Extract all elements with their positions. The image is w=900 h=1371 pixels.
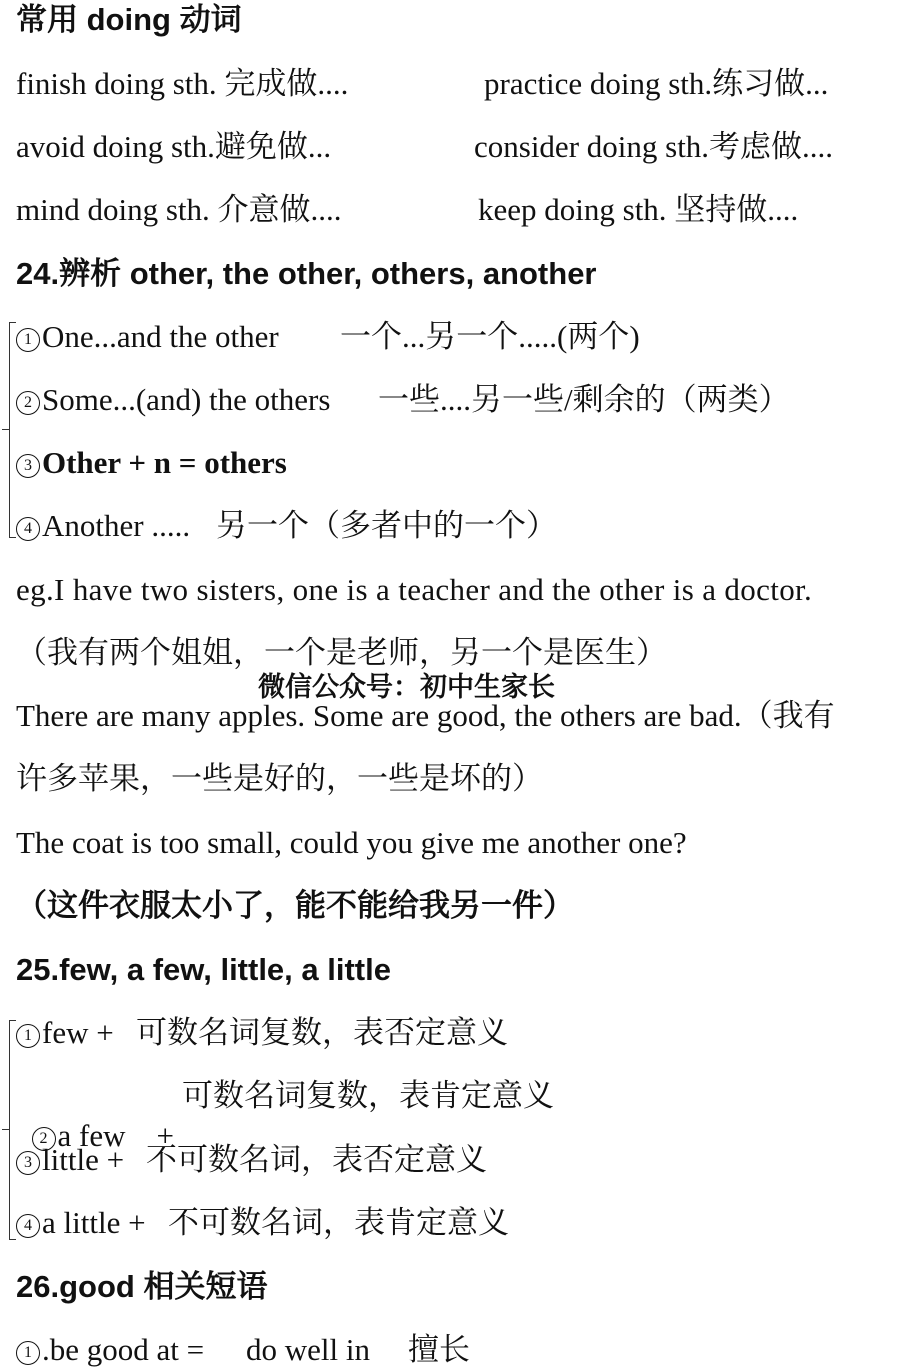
list-item-cn: 不可数名词，表否定意义 xyxy=(146,1142,487,1177)
brace-tick xyxy=(2,1129,9,1130)
example-sentence: eg.I have two sisters, one is a teacher and the other is a doctor. xyxy=(16,572,813,607)
watermark-text: 微信公众号：初中生家长 xyxy=(258,672,555,703)
list-item-cn: 可数名词复数，表否定意义 xyxy=(136,1015,508,1050)
list-item-en: few + xyxy=(42,1015,114,1050)
doing-verb-left: avoid doing sth.避免做... xyxy=(16,129,332,164)
list-item-mid: do well in xyxy=(246,1332,370,1367)
brace-tick xyxy=(2,429,9,430)
list-item-cn: 可数名词复数，表肯定意义 xyxy=(182,1078,554,1113)
list-item xyxy=(16,1203,146,1243)
list-item-cn: 另一个（多者中的一个） xyxy=(216,508,557,543)
circled-number: 2 xyxy=(32,1127,56,1151)
example-sentence: The coat is too small, could you give me another one? xyxy=(16,825,687,860)
doing-verb-right: practice doing sth.练习做... xyxy=(484,66,829,101)
list-item-cn: 擅长 xyxy=(408,1332,470,1367)
list-item-cn: 一个...另一个.....(两个) xyxy=(340,319,640,354)
list-item-en: a few + xyxy=(57,1118,174,1153)
example-translation: （我有两个姐姐，一个是老师，另一个是医生） xyxy=(16,635,667,670)
list-item xyxy=(16,380,330,420)
list-item-en: Another ..... xyxy=(42,508,191,543)
example-sentence: There are many apples. Some are good, the others are bad.（我有 xyxy=(16,698,835,733)
doing-verb-right: keep doing sth. 坚持做.... xyxy=(478,192,799,227)
list-item-en: .be good at = xyxy=(42,1332,205,1367)
section-26-heading: 26.good 相关短语 xyxy=(16,1269,268,1304)
brace-bracket xyxy=(9,1020,16,1240)
circled-number: 4 xyxy=(16,1214,40,1238)
list-item xyxy=(16,443,287,483)
circled-number: 1 xyxy=(16,1024,40,1048)
doing-verb-right: consider doing sth.考虑做.... xyxy=(474,129,834,164)
circled-number: 1 xyxy=(16,328,40,352)
circled-number: 2 xyxy=(16,391,40,415)
list-item-en: Some...(and) the others xyxy=(42,382,331,417)
list-item-cn: 一些....另一些/剩余的（两类） xyxy=(378,382,790,417)
list-item xyxy=(16,506,190,546)
list-item-en: little + xyxy=(42,1142,125,1177)
list-item-en: a little + xyxy=(42,1205,146,1240)
list-item xyxy=(16,1140,124,1180)
list-item-cn: 不可数名词，表肯定意义 xyxy=(168,1205,509,1240)
doing-verb-left: mind doing sth. 介意做.... xyxy=(16,192,342,227)
example-translation: 许多苹果，一些是好的，一些是坏的） xyxy=(16,761,543,796)
circled-number: 4 xyxy=(16,517,40,541)
circled-number: 1 xyxy=(16,1341,40,1365)
list-item xyxy=(16,1330,204,1370)
doing-verbs-heading: 常用 doing 动词 xyxy=(16,2,242,37)
section-25-heading: 25.few, a few, little, a little xyxy=(16,952,391,987)
doing-verb-left: finish doing sth. 完成做.... xyxy=(16,66,349,101)
example-translation: （这件衣服太小了，能不能给我另一件） xyxy=(16,888,574,923)
list-item xyxy=(16,317,279,357)
circled-number: 3 xyxy=(16,454,40,478)
circled-number: 3 xyxy=(16,1151,40,1175)
brace-bracket xyxy=(9,322,16,538)
list-item-en: Other + n = others xyxy=(42,445,287,480)
section-24-heading: 24.辨析 other, the other, others, another xyxy=(16,256,597,291)
list-item-en: One...and the other xyxy=(42,319,279,354)
list-item xyxy=(16,1013,114,1053)
